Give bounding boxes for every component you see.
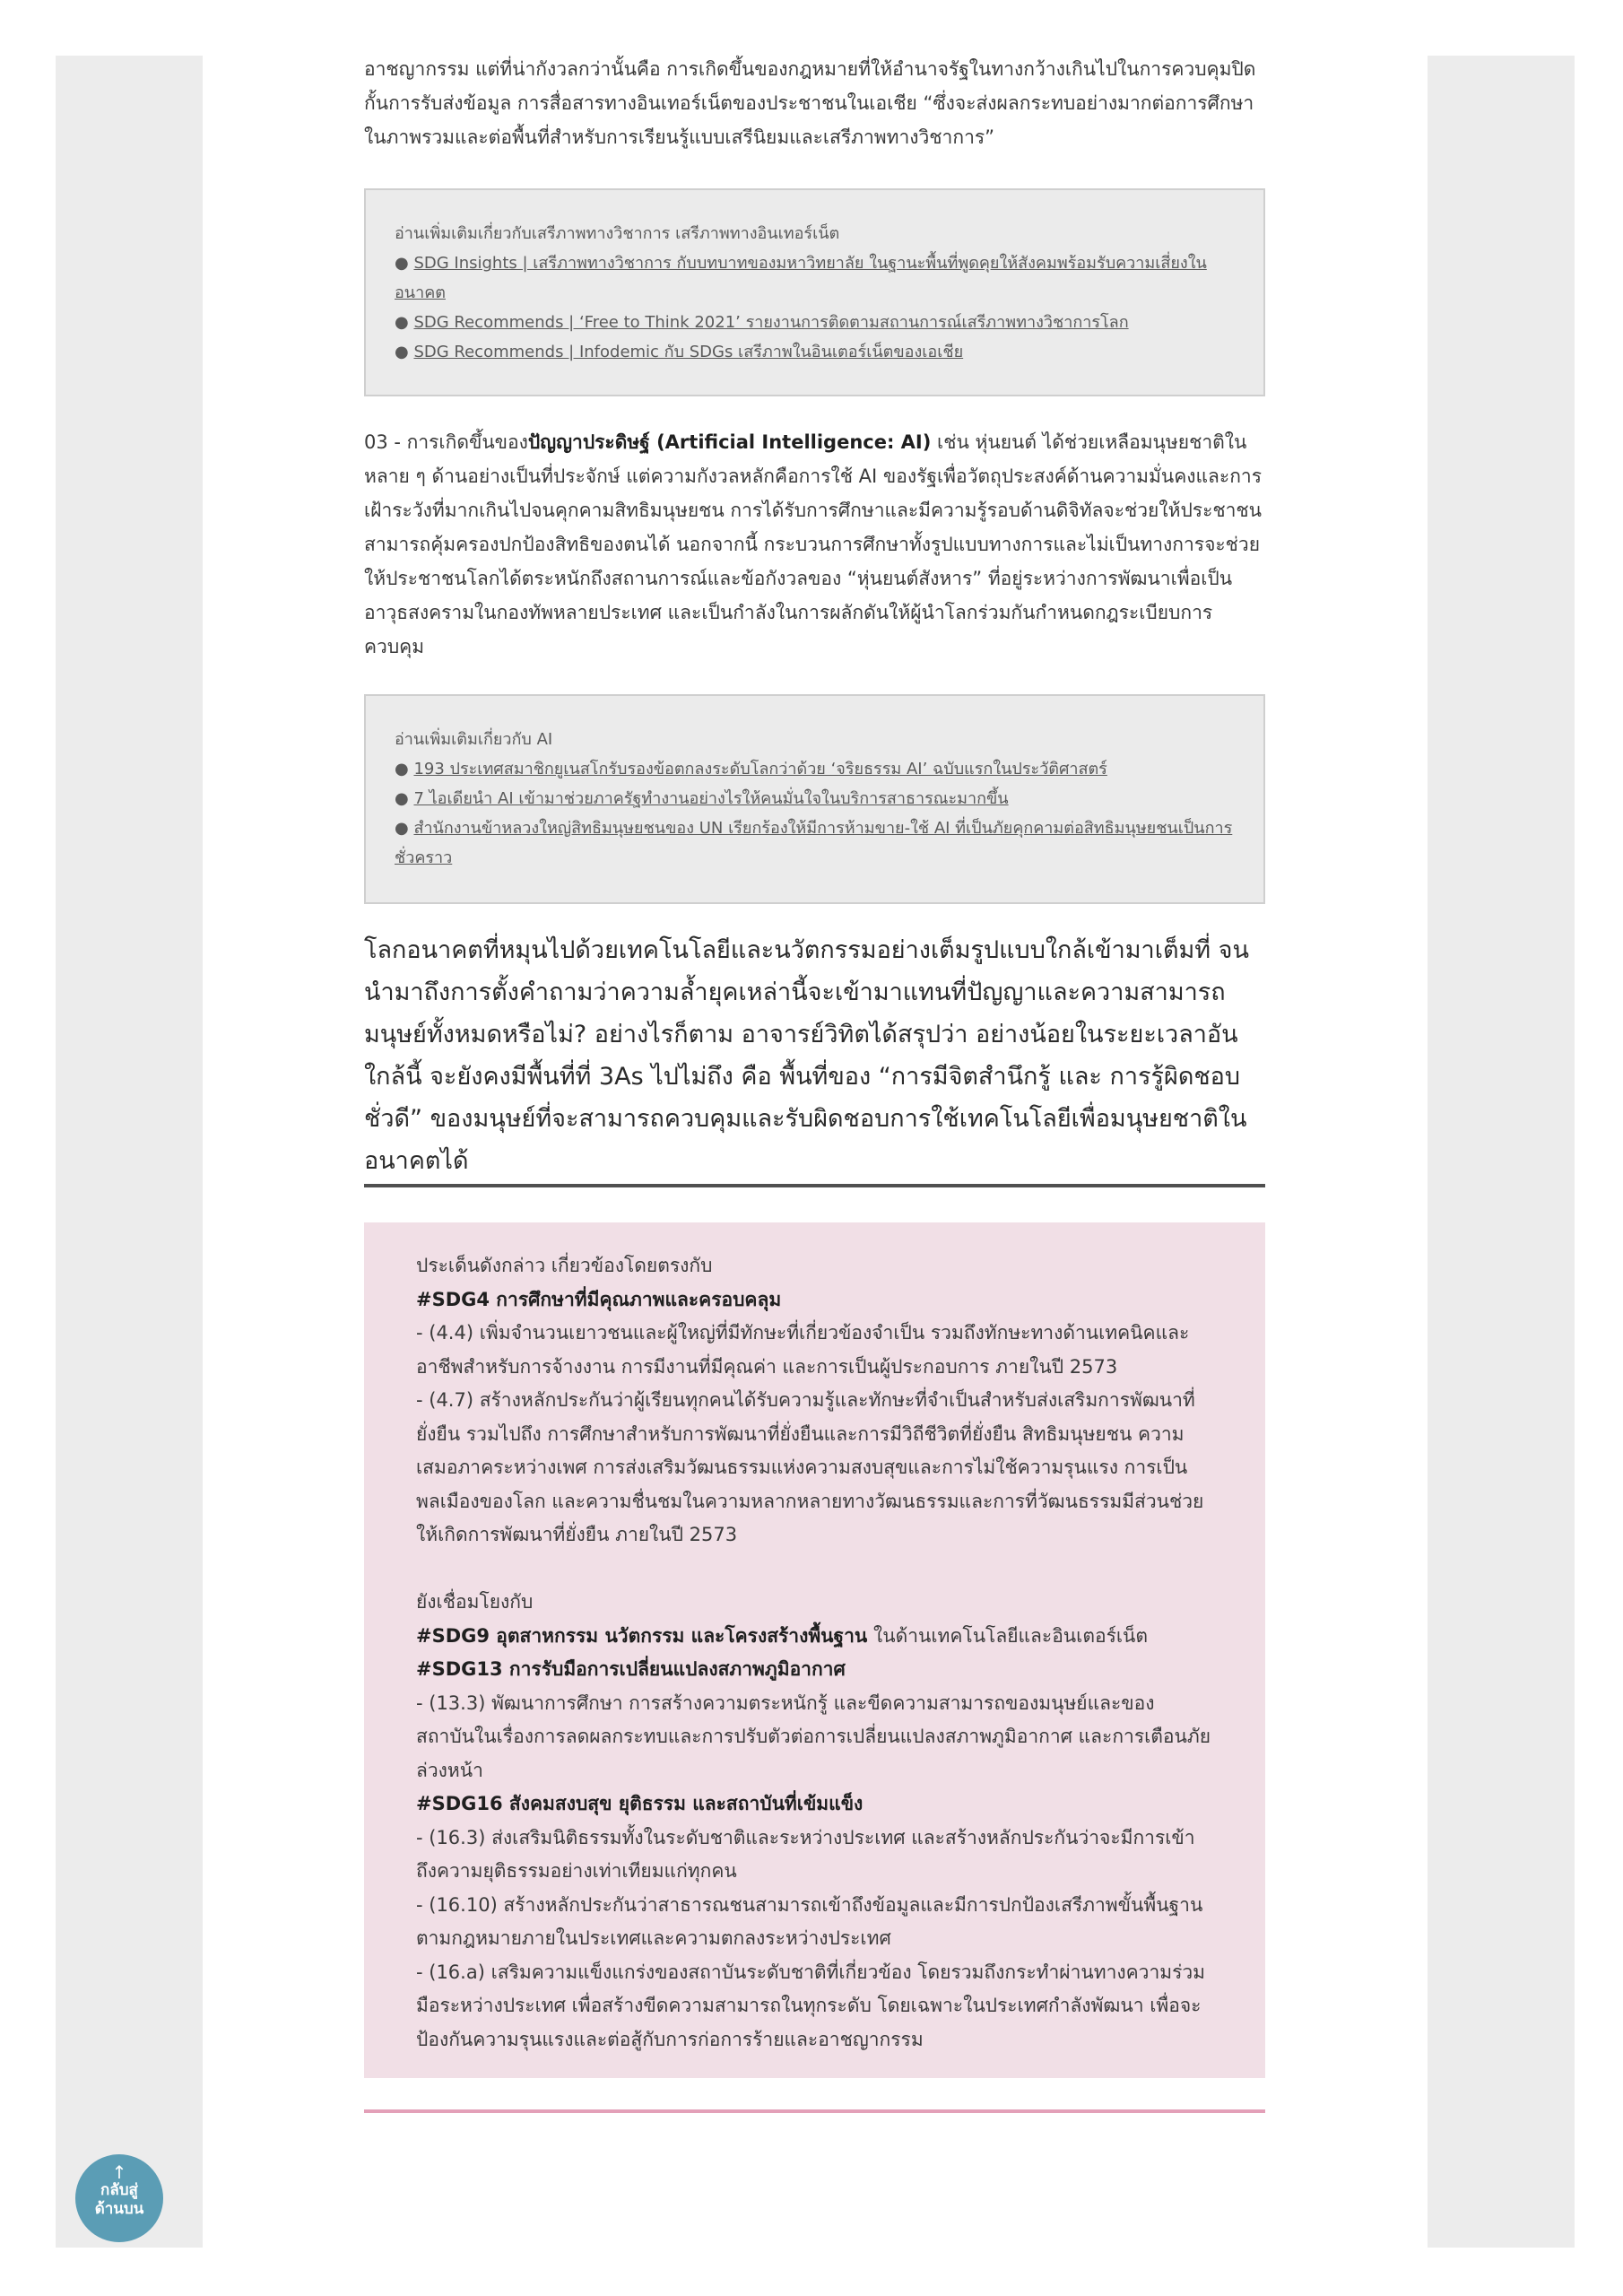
readmore-item	[395, 337, 1235, 367]
readmore-title: อ่านเพิ่มเติมเกี่ยวกับเสรีภาพทางวิชาการ เสรีภาพทางอินเทอร์เน็ต	[395, 224, 840, 243]
readmore-item	[395, 248, 1235, 308]
sdg16-target-16-10: - (16.10) สร้างหลักประกันว่าสาธารณชนสามารถเข้าถึงข้อมูลและมีการปกป้องเสรีภาพขั้นพื้นฐาน ตามกฎหมายภายในประเทศและความตกลงระหว่างประเทศ	[416, 1893, 1203, 1949]
back-to-top-button[interactable]	[75, 2154, 163, 2242]
bullet-icon: ●	[395, 343, 409, 361]
sdg-relation-box	[364, 1222, 1265, 2078]
sdg4-target-4-7: - (4.7) สร้างหลักประกันว่าผู้เรียนทุกคนได้รับความรู้และทักษะที่จำเป็นสำหรับส่งเสริมการพัฒนาที่ยั่งยืน รวมไปถึง การศึกษาสำหรับการพัฒนาที่ยั่งยืนและการมีวิถีชีวิตที่ยั่งยืน สิทธิมนุษยชน ความเสมอภาคระหว่างเพศ การส่งเสริมวัฒนธรรมแห่งความสงบสุขและการไม่ใช้ความรุนแรง การเป็นพลเมืองของโลก และความชื่นชมในความหลากหลายทางวัฒนธรรมและการที่วัฒนธรรมมีส่วนช่วยให้เกิดการพัฒนาที่ยั่งยืน ภายในปี 2573	[416, 1389, 1204, 1545]
readmore-box-academic-freedom	[364, 188, 1265, 396]
readmore-link[interactable]: 193 ประเทศสมาชิกยูเนสโกรับรองข้อตกลงระดับโลกว่าด้วย ‘จริยธรรม AI’ ฉบับแรกในประวัติศาสตร์	[413, 760, 1107, 778]
readmore-link[interactable]: 7 ไอเดียนำ AI เข้ามาช่วยภาครัฐทำงานอย่างไรให้คนมั่นใจในบริการสาธารณะมากขึ้น	[413, 789, 1009, 808]
readmore-item	[395, 754, 1235, 784]
right-gutter	[1428, 56, 1575, 2248]
intro-paragraph: อาชญากรรม แต่ที่น่ากังวลกว่านั้นคือ การเกิดขึ้นของกฎหมายที่ให้อำนาจรัฐในทางกว้างเกินไปในการควบคุมปิดกั้นการรับส่งข้อมูล การสื่อสารทางอินเทอร์เน็ตของประชาชนในเอเชีย “ซึ่งจะส่งผลกระทบอย่างมากต่อการศึกษาในภาพรวมและต่อพื้นที่สำหรับการเรียนรู้แบบเสรีนิยมและเสรีภาพทางวิชาการ”	[364, 58, 1256, 148]
readmore-link[interactable]: SDG Recommends | Infodemic กับ SDGs เสรีภาพในอินเตอร์เน็ตของเอเชีย	[413, 343, 964, 361]
bullet-icon: ●	[395, 313, 409, 332]
back-to-top-label-line1: กลับสู่	[100, 2181, 138, 2199]
sdg-linked-intro: ยังเชื่อมโยงกับ	[416, 1591, 534, 1613]
readmore-item	[395, 784, 1235, 813]
sdg4-target-4-4: - (4.4) เพิ่มจำนวนเยาวชนและผู้ใหญ่ที่มีทักษะที่เกี่ยวข้องจำเป็น รวมถึงทักษะทางด้านเทคนิคและอาชีพสำหรับการจ้างงาน การมีงานที่มีคุณค่า และการเป็นผู้ประกอบการ ภายในปี 2573	[416, 1322, 1190, 1378]
spacer	[416, 1552, 1211, 1587]
sdg16-target-16-a: - (16.a) เสริมความแข็งแกร่งของสถาบันระดับชาติที่เกี่ยวข้อง โดยรวมถึงกระทำผ่านทางความร่วมมือระหว่างประเทศ เพื่อสร้างขีดความสามารถในทุกระดับ โดยเฉพาะในประเทศกำลังพัฒนา เพื่อจะป้องกันความรุนแรงและต่อสู้กับการก่อการร้ายและอาชญากรรม	[416, 1961, 1206, 2050]
bullet-icon: ●	[395, 254, 409, 273]
ai-paragraph-prefix: 03 - การเกิดขึ้นของ	[364, 431, 528, 453]
bullet-icon: ●	[395, 760, 409, 778]
readmore-link[interactable]: SDG Recommends | ‘Free to Think 2021’ รายงานการติดตามสถานการณ์เสรีภาพทางวิชาการโลก	[413, 313, 1129, 332]
section-end-divider	[364, 2109, 1265, 2113]
ai-paragraph	[364, 425, 1265, 664]
sdg9-line	[416, 1620, 1211, 1654]
left-gutter	[56, 56, 203, 2248]
readmore-link[interactable]: SDG Insights | เสรีภาพทางวิชาการ กับบทบาทของมหาวิทยาลัย ในฐานะพื้นที่พูดคุยให้สังคมพร้อมรับความเสี่ยงในอนาคต	[395, 254, 1207, 302]
sdg-intro: ประเด็นดังกล่าว เกี่ยวข้องโดยตรงกับ	[416, 1255, 713, 1276]
sdg16-target-16-3: - (16.3) ส่งเสริมนิติธรรมทั้งในระดับชาติและระหว่างประเทศ และสร้างหลักประกันว่าจะมีการเข้าถึงความยุติธรรมอย่างเท่าเทียมแก่ทุกคน	[416, 1826, 1195, 1882]
sdg9-note: ในด้านเทคโนโลยีและอินเตอร์เน็ต	[867, 1624, 1149, 1647]
arrow-up-icon: ↑	[111, 2161, 127, 2183]
sdg9-heading: #SDG9 อุตสาหกรรม นวัตกรรม และโครงสร้างพื้นฐาน	[416, 1624, 868, 1647]
readmore-link[interactable]: สำนักงานข้าหลวงใหญ่สิทธิมนุษยชนของ UN เรียกร้องให้มีการห้ามขาย-ใช้ AI ที่เป็นภัยคุกคามต่อสิทธิมนุษยชนเป็นการชั่วคราว	[395, 819, 1233, 867]
sdg13-heading: #SDG13 การรับมือการเปลี่ยนแปลงสภาพภูมิอากาศ	[416, 1658, 846, 1680]
ai-paragraph-bold: ปัญญาประดิษฐ์ (Artificial Intelligence: AI)	[527, 431, 932, 453]
readmore-title: อ่านเพิ่มเติมเกี่ยวกับ AI	[395, 730, 553, 749]
ai-paragraph-rest: เช่น หุ่นยนต์ ได้ช่วยเหลือมนุษยชาติในหลาย ๆ ด้านอย่างเป็นที่ประจักษ์ แต่ความกังวลหลักคือการใช้ AI ของรัฐเพื่อวัตถุประสงค์ด้านความมั่นคงและการเฝ้าระวังที่มากเกินไปจนคุกคามสิทธิมนุษยชน การได้รับการศึกษาและมีความรู้รอบด้านดิจิทัลจะช่วยให้ประชาชนสามารถคุ้มครองปกป้องสิทธิของตนได้ นอกจากนี้ กระบวนการศึกษาทั้งรูปแบบทางการและไม่เป็นทางการจะช่วยให้ประชาชนโลกได้ตระหนักถึงสถานการณ์และข้อกังวลของ “หุ่นยนต์สังหาร” ที่อยู่ระหว่างการพัฒนาเพื่อเป็นอาวุธสงครามในกองทัพหลายประเทศ และเป็นกำลังในการผลักดันให้ผู้นำโลกร่วมกันกำหนดกฎระเบียบการควบคุม	[364, 431, 1262, 657]
bullet-icon: ●	[395, 789, 409, 808]
readmore-item	[395, 813, 1235, 873]
back-to-top-label-line2: ด้านบน	[94, 2200, 144, 2218]
section-divider	[364, 1184, 1265, 1187]
conclusion-paragraph: โลกอนาคตที่หมุนไปด้วยเทคโนโลยีและนวัตกรรมอย่างเต็มรูปแบบใกล้เข้ามาเต็มที่ จนนำมาถึงการตั้งคำถามว่าความล้ำยุคเหล่านี้จะเข้ามาแทนที่ปัญญาและความสามารถมนุษย์ทั้งหมดหรือไม่? อย่างไรก็ตาม อาจารย์วิทิตได้สรุปว่า อย่างน้อยในระยะเวลาอันใกล้นี้ จะยังคงมีพื้นที่ที่ 3As ไปไม่ถึง คือ พื้นที่ของ “การมีจิตสำนึกรู้ และ การรู้ผิดชอบชั่วดี” ของมนุษย์ที่จะสามารถควบคุมและรับผิดชอบการใช้เทคโนโลยีเพื่อมนุษยชาติในอนาคตได้	[364, 936, 1249, 1175]
sdg4-heading: #SDG4 การศึกษาที่มีคุณภาพและครอบคลุม	[416, 1288, 782, 1310]
sdg16-heading: #SDG16 สังคมสงบสุข ยุติธรรม และสถาบันที่เข้มแข็ง	[416, 1793, 864, 1814]
bullet-icon: ●	[395, 819, 409, 838]
sdg13-target-13-3: - (13.3) พัฒนาการศึกษา การสร้างความตระหนักรู้ และขีดความสามารถของมนุษย์และของสถาบันในเรื่องการลดผลกระทบและการปรับตัวต่อการเปลี่ยนแปลงสภาพภูมิอากาศ และการเตือนภัยล่วงหน้า	[416, 1692, 1211, 1781]
readmore-item	[395, 308, 1235, 337]
readmore-box-ai	[364, 694, 1265, 904]
